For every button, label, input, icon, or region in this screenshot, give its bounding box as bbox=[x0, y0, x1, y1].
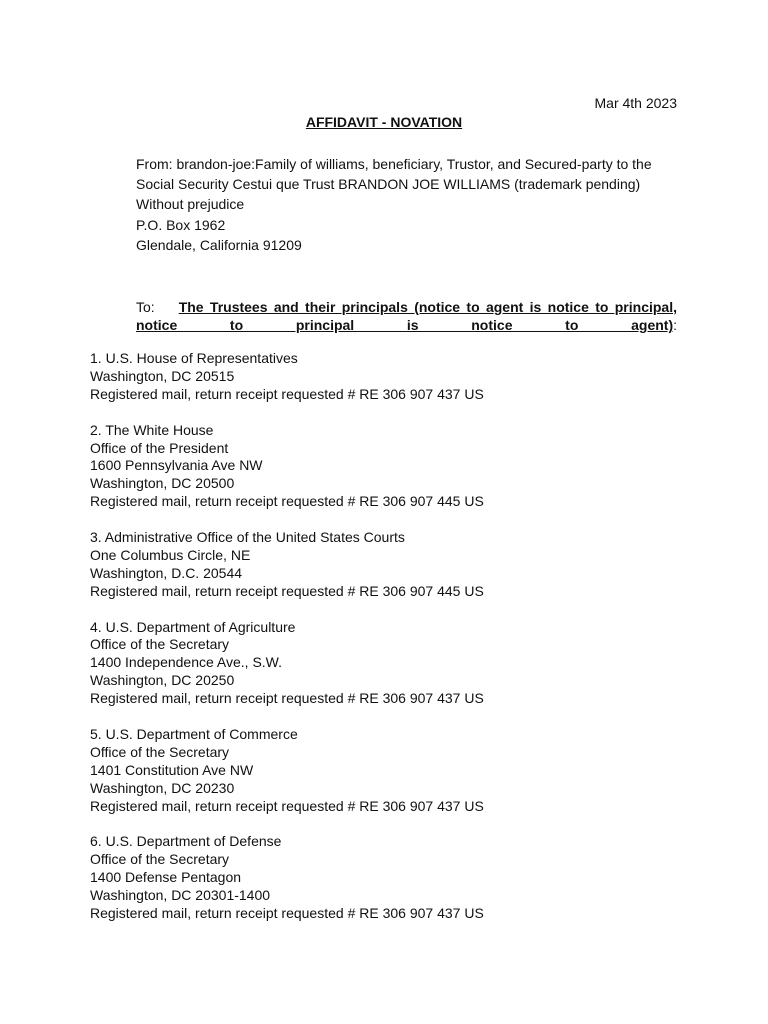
recipient-line: 1400 Independence Ave., S.W. bbox=[90, 654, 283, 671]
recipient-line: 1400 Defense Pentagon bbox=[90, 869, 242, 886]
recipient-line: 1600 Pennsylvania Ave NW bbox=[90, 457, 263, 474]
from-line: Glendale, California 91209 bbox=[136, 236, 302, 253]
recipient-line: Registered mail, return receipt requested # RE 306 907 437 US bbox=[90, 905, 484, 922]
recipient-line: Office of the Secretary bbox=[90, 743, 230, 760]
recipient-block bbox=[90, 422, 690, 512]
recipient-name: 3. Administrative Office of the United States Courts bbox=[90, 529, 405, 546]
recipient-block bbox=[90, 529, 690, 601]
recipient-list bbox=[90, 350, 690, 941]
recipient-line: Office of the President bbox=[90, 439, 229, 456]
from-line: P.O. Box 1962 bbox=[136, 216, 226, 233]
recipient-line: Registered mail, return receipt requested # RE 306 907 437 US bbox=[90, 385, 484, 402]
document-date: Mar 4th 2023 bbox=[594, 95, 677, 111]
recipient-block bbox=[90, 619, 690, 709]
recipient-line: Washington, D.C. 20544 bbox=[90, 564, 243, 581]
recipient-line: Washington, DC 20500 bbox=[90, 475, 235, 492]
recipient-name: 5. U.S. Department of Commerce bbox=[90, 725, 298, 742]
recipient-line: Registered mail, return receipt requested # RE 306 907 445 US bbox=[90, 493, 484, 510]
recipient-block bbox=[90, 726, 690, 816]
recipient-name: 2. The White House bbox=[90, 421, 214, 438]
recipient-block bbox=[90, 833, 690, 923]
recipient-line: 1401 Constitution Ave NW bbox=[90, 761, 254, 778]
recipient-line: One Columbus Circle, NE bbox=[90, 546, 251, 563]
from-block bbox=[136, 154, 678, 255]
document-title: AFFIDAVIT - NOVATION bbox=[305, 114, 463, 130]
recipient-name: 6. U.S. Department of Defense bbox=[90, 833, 282, 850]
recipient-line: Office of the Secretary bbox=[90, 851, 230, 868]
recipient-name: 4. U.S. Department of Agriculture bbox=[90, 618, 296, 635]
recipient-line: Washington, DC 20301-1400 bbox=[90, 887, 271, 904]
recipient-line: Registered mail, return receipt requested # RE 306 907 445 US bbox=[90, 582, 484, 599]
from-intro: From: brandon-joe:Family of williams, beneficiary, Trustor, and Secured-party to the Social Security Cestui que Trust BRANDON JOE WILLIAMS (trademark pending) bbox=[136, 156, 652, 193]
recipient-line: Washington, DC 20230 bbox=[90, 779, 235, 796]
recipient-line: Washington, DC 20515 bbox=[90, 367, 235, 384]
recipient-line: Registered mail, return receipt requested # RE 306 907 437 US bbox=[90, 797, 484, 814]
recipient-block bbox=[90, 350, 690, 404]
to-suffix: : bbox=[673, 317, 677, 333]
recipient-name: 1. U.S. House of Representatives bbox=[90, 350, 298, 366]
from-line: Without prejudice bbox=[136, 196, 245, 213]
to-label: To: bbox=[136, 299, 155, 315]
recipient-line: Registered mail, return receipt requested # RE 306 907 437 US bbox=[90, 690, 484, 707]
recipient-line: Washington, DC 20250 bbox=[90, 672, 235, 689]
to-trustees: The Trustees and their principals (notice to agent is notice to principal, notice to principal is notice to agent) bbox=[136, 299, 677, 333]
recipient-line: Office of the Secretary bbox=[90, 636, 230, 653]
to-block bbox=[136, 298, 677, 334]
